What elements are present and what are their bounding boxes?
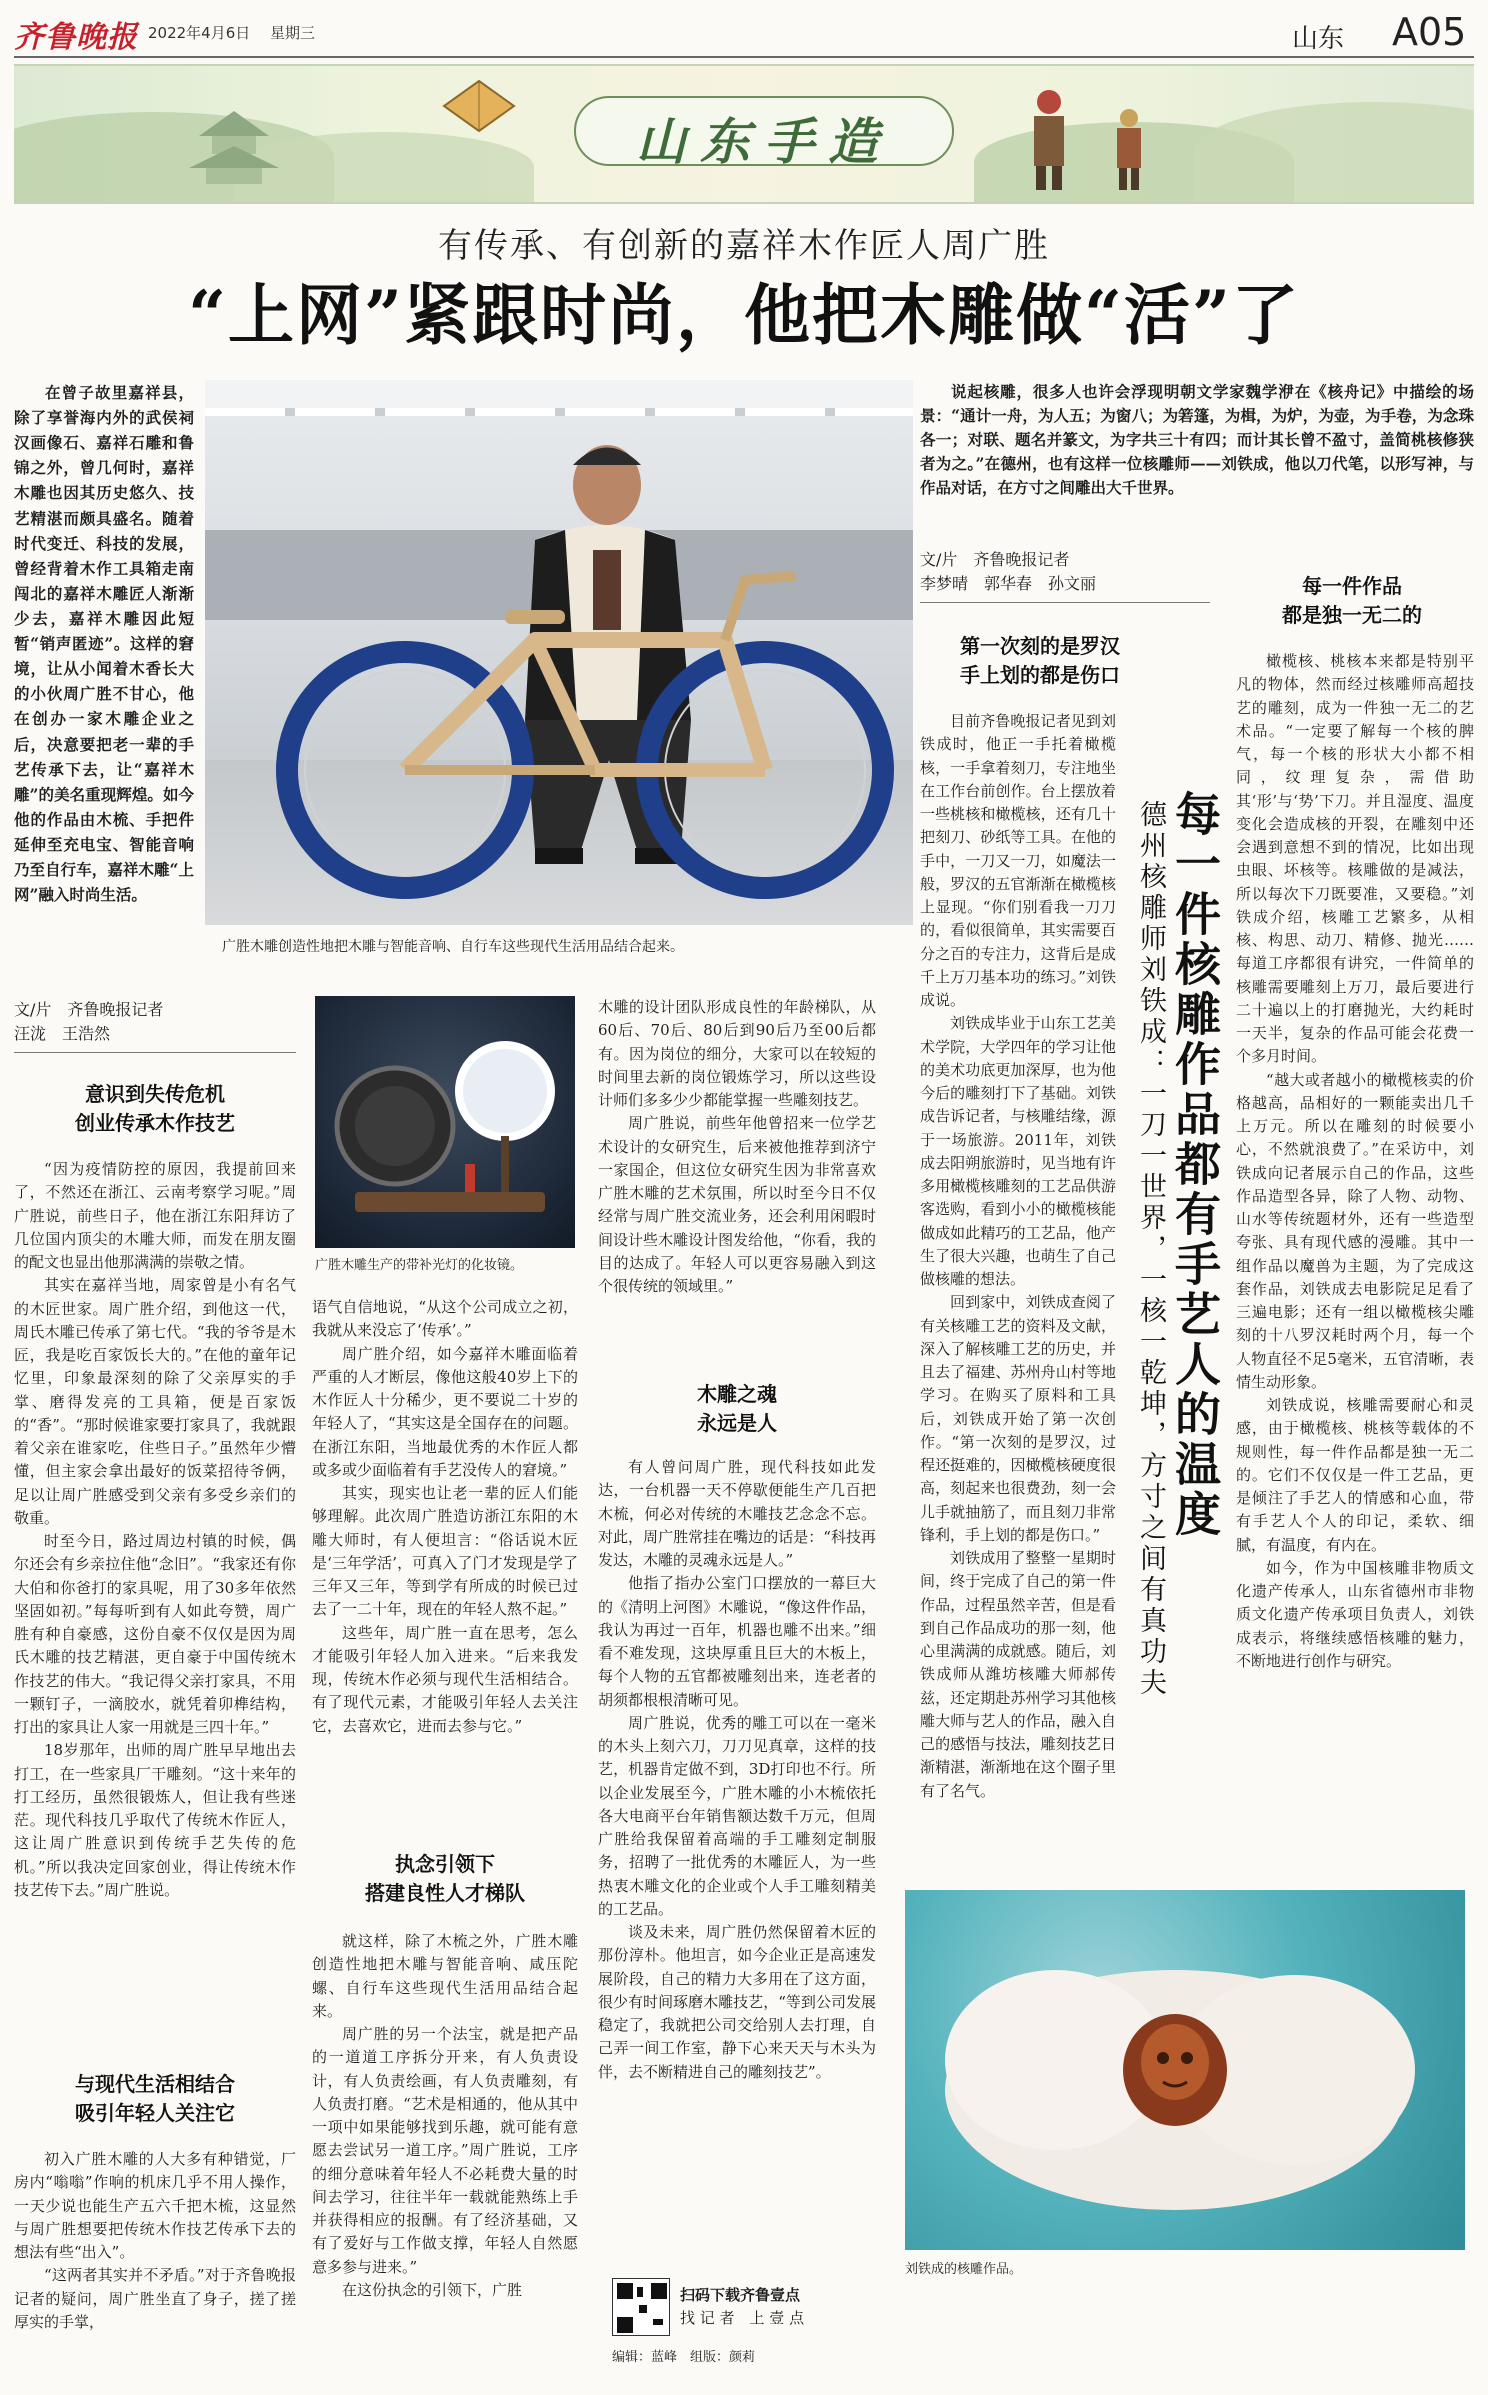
column-2-text: [312, 1296, 578, 1738]
article-headline: “上网”紧跟时尚，他把木雕做“活”了: [188, 276, 1300, 354]
section-heading-6: [1230, 572, 1474, 630]
section-region: 山东: [1292, 24, 1345, 54]
paragraph: 初入广胜木雕的人大多有种错觉，厂房内“嗡嗡”作响的机床几乎不用人操作，一天少说也能生产五六千把木梳，这显然与周广胜想要把传统木作技艺传承下去的想法有些“出入”。: [14, 2150, 296, 2261]
section-heading-3-line1: 执念引领下: [395, 1852, 495, 1876]
vertical-headline: 每一件核雕作品都有手艺人的温度: [1168, 790, 1222, 1540]
paragraph: “越大或者越小的橄榄核卖的价格越高，品相好的一颗能卖出几千上万元。所以在雕刻的时候要小心，不然就浪费了。”在采访中，刘铁成向记者展示自己的作品，这些作品造型各异，除了人物、动物、山水等传统题材外，还有一些造型夸张、具有现代感的漫雕。其中一组作品以魔兽为主题，为了完成这套作品，刘铁成去电影院足足看了三遍电影；还有一组以橄榄核尖雕刻的十八罗汉耗时两个月，每一个人物直径不足5毫米，五官清晰，表情生动形象。: [1236, 1070, 1474, 1391]
masthead-rule: [14, 56, 1474, 58]
column-1-text: [14, 1158, 296, 1902]
qr-caption: [680, 2284, 880, 2329]
section-banner: [14, 64, 1474, 204]
paragraph: 回到家中，刘铁成查阅了有关核雕工艺的资料及文献，深入了解核雕工艺的历史，并且去了福建、苏州舟山村等地学习。在购买了原料和工具后，刘铁成开始了第一次创作。“第一次刻的是罗汉，过程还挺难的，因橄榄核硬度很高，刻起来也很费劲，刻一会儿手就抽筋了，而且刻刀非常锋利，手上划的都是伤口。”: [920, 1293, 1116, 1544]
photo-makeup-mirror: [315, 996, 575, 1248]
paragraph: 周广胜的另一个法宝，就是把产品的一道道工序拆分开来，有人负责设计，有人负责绘画，有人负责雕刻，有人负责打磨。“艺术是相通的，他从其中一项中如果能够找到乐趣，就可能有意愿去尝试另一道工序。”周广胜说，工序的细分意味着年轻人不必耗费大量的时间去学习，往往半年一载就能熟练上手并获得相应的报酬。有了经济基础，又有了爱好与工作做支撑，年轻人自然愿意多参与进来。”: [312, 2025, 578, 2276]
section-heading-2: [14, 2070, 296, 2128]
newspaper-logo: 齐鲁晚报: [14, 20, 138, 55]
article-subtitle: 有传承、有创新的嘉祥木作匠人周广胜: [438, 226, 1050, 266]
paragraph: 如今，作为中国核雕非物质文化遗产传承人，山东省德州市非物质文化遗产传承项目负责人，刘铁成表示，将继续感悟核雕的魅力，不断地进行创作与研究。: [1236, 1558, 1474, 1670]
column-2b-text: [312, 1930, 578, 2302]
byline-right-rule: [920, 602, 1210, 603]
qr-code-icon[interactable]: [612, 2278, 670, 2336]
paragraph: 这些年，周广胜一直在思考，怎么才能吸引年轻人加入进来。“后来我发现，传统木作必须与现代生活相结合。有了现代元素，才能吸引年轻人去关注它，去喜欢它，进而去参与它。”: [312, 1623, 578, 1735]
paragraph: 18岁那年，出师的周广胜早早地出去打工，在一些家具厂干雕刻。“这十来年的打工经历，虽然很锻炼人，但让我有些迷茫。现代科技几乎取代了传统木作匠人，这让周广胜意识到传统手艺失传的危机。”所以我决定回家创业，得让传统木作技艺传下去。”周广胜说。: [14, 1741, 296, 1899]
byline-right-line2: 李梦晴 郭华春 孙文丽: [920, 574, 1097, 593]
section-heading-6-line2: 都是独一无二的: [1282, 603, 1422, 627]
section-heading-4: [598, 1380, 876, 1438]
paragraph: 周广胜说，前些年他曾招来一位学艺术设计的女研究生，后来被他推荐到济宁一家国企，但这位女研究生因为非常喜欢广胜木雕的艺术氛围，所以时至今日不仅经常与周广胜交流业务，还会利用闲暇时间设计些木雕设计图发给他，“你看，我的目的达成了。年轻人可以更容易融入到这个很传统的领域里。”: [598, 1114, 876, 1295]
paragraph: 木雕的设计团队形成良性的年龄梯队，从60后、70后、80后到90后乃至00后都有。因为岗位的细分，大家可以在较短的时间里去新的岗位锻炼学习，所以这些设计师们多多少少都能掌握一些雕刻技艺。: [598, 998, 876, 1109]
paragraph: 在这份执念的引领下，广胜: [342, 2280, 523, 2299]
byline-left: [14, 998, 294, 1046]
section-heading-2-line1: 与现代生活相结合: [75, 2072, 235, 2096]
paragraph: 其实在嘉祥当地，周家曾是小有名气的木匠世家。周广胜介绍，到他这一代，周氏木雕已传承了第七代。“我的爷爷是木匠，我是吃百家饭长大的。”在他的童年记忆里，印象最深刻的除了父亲厚实的手掌、磨得发亮的工具箱，便是百家饭的“香”。“那时候谁家要打家具了，我就跟着父亲在谁家吃，住些日子。”虽然年少懵懂，但主家会拿出最好的饭菜招待爷俩，足以让周广胜感受到父亲有多受乡亲们的敬重。: [14, 1276, 296, 1527]
column-5-text: [920, 710, 1116, 1803]
right-article-intro: [920, 380, 1474, 500]
page-number: A05: [1392, 10, 1467, 54]
mirror-lamp-illustration: [315, 996, 575, 1248]
issue-date: 2022年4月6日: [148, 24, 251, 42]
byline-right: [920, 548, 1200, 596]
byline-right-line1: 文/片 齐鲁晚报记者: [920, 550, 1070, 569]
banner-title-frame: [574, 96, 954, 171]
section-heading-4-line1: 木雕之魂: [697, 1382, 777, 1406]
paragraph: 橄榄核、桃核本来都是特别平凡的物体，然而经过核雕师高超技艺的雕刻，成为一件独一无二的艺术品。“一定要了解每一个核的脾气，每一个核的形状大小都不相同，纹理复杂，需借助其‘形’与‘势’下刀。并且湿度、温度变化会造成核的开裂，在雕刻中还会遇到意想不到的情况，比如出现虫眼、坏核等。核雕做的是减法，所以每次下刀既要准，又要稳。”刘铁成介绍，核雕工艺繁多，从相核、构思、动刀、精修、抛光……每道工序都很有讲究，一件简单的核雕需要雕刻上万刀，最后要进行二十遍以上的打磨抛光，大约耗时一天半，复杂的作品可能会花费一个多月时间。: [1236, 652, 1474, 1066]
pagoda-icon: [174, 106, 294, 186]
section-heading-1-line2: 创业传承木作技艺: [75, 1111, 235, 1135]
vertical-subtitle: 德州核雕师刘铁成：一刀一世界，一核一乾坤，方寸之间有真功夫: [1135, 800, 1166, 1699]
section-heading-3: [312, 1850, 578, 1908]
banner-hill-decoration: [1194, 102, 1474, 202]
section-heading-2-line2: 吸引年轻人关注它: [75, 2101, 235, 2125]
puppet-figure-icon: [1104, 106, 1154, 196]
paragraph: 他指了指办公室门口摆放的一幕巨大的《清明上河图》木雕说，“像这件作品，我认为再过一百年，机器也雕不出来。”细看不难发现，这块厚重且巨大的木板上，每个人物的五官都被雕刻出来，连老者的胡须都根根清晰可见。: [598, 1574, 876, 1709]
paragraph: 刘铁成说，核雕需要耐心和灵感，由于橄榄核、桃核等载体的不规则性，每一件作品都是独一无二的。它们不仅仅是一件工艺品，更是倾注了手艺人的情感和心血，带有手艺人个人的印记，柔软、细腻，有温度，有内在。: [1236, 1396, 1474, 1554]
column-6-text: [1236, 650, 1474, 1673]
man-and-bicycle-illustration: [205, 380, 913, 925]
banner-title: 山东手造: [636, 112, 892, 171]
photo-walnut-carving: [905, 1890, 1465, 2250]
kite-icon: [434, 76, 524, 136]
column-3-text: [598, 996, 876, 1298]
byline-rule: [14, 1052, 296, 1053]
section-heading-5-line2: 手上划的都是伤口: [960, 663, 1120, 687]
section-heading-4-line2: 永远是人: [697, 1411, 777, 1435]
issue-weekday: 星期三: [270, 24, 316, 42]
photo-main-caption: 广胜木雕创造性地把木雕与智能音响、自行车这些现代生活用品结合起来。: [222, 939, 684, 955]
editor-credits: 编辑：蓝峰 组版：颜莉: [612, 2350, 756, 2365]
qr-caption-line2: 找 记 者 上 壹 点: [680, 2308, 805, 2327]
byline-left-line1: 文/片 齐鲁晚报记者: [14, 1000, 164, 1019]
paragraph: 语气自信地说，“从这个公司成立之初，我就从来没忘了‘传承’。”: [312, 1298, 578, 1340]
article-intro: [14, 380, 194, 907]
paragraph: 目前齐鲁晚报记者见到刘铁成时，他正一手托着橄榄核，一手拿着刻刀，专注地坐在工作台前创作。台上摆放着一些桃核和橄榄核，还有几十把刻刀、砂纸等工具。在他的手中，一刀又一刀，如魔法一般，罗汉的五官渐渐在橄榄核上显现。“你们别看我一刀刀的，看似很简单，其实需要百分之百的专注力，这背后是成千上万刀基本功的练习。”刘铁成说。: [920, 712, 1116, 1009]
column-1b-text: [14, 2148, 296, 2334]
paragraph: 周广胜说，优秀的雕工可以在一毫米的木头上刻六刀，刀刀见真章，这样的技艺，机器肯定做不到，3D打印也不行。所以企业发展至今，广胜木雕的小木梳依托各大电商平台年销售额达数千万元，但周广胜给我保留着高端的手工雕刻定制服务，招聘了一批优秀的木雕匠人，为一些热衷木雕文化的企业或个人手工雕刻精美的工艺品。: [598, 1713, 876, 1918]
carved-olive-pit-illustration: [905, 1890, 1465, 2250]
qr-caption-line1: 扫码下载齐鲁壹点: [680, 2286, 801, 2304]
section-heading-1: [14, 1080, 296, 1138]
section-heading-3-line2: 搭建良性人才梯队: [365, 1881, 525, 1905]
paragraph: 谈及未来，周广胜仍然保留着木匠的那份淳朴。他坦言，如今企业正是高速发展阶段，自己的精力大多用在了这方面，很少有时间琢磨木雕技艺，“等到公司发展稳定了，我就把公司交给别人去打理，自己弄一间工作室，静下心来天天与木头为伴，去不断精进自己的雕刻技艺”。: [598, 1923, 876, 2081]
paragraph: 时至今日，路过周边村镇的时候，偶尔还会有乡亲拉住他“念旧”。“我家还有你大伯和你爸打的家具呢，用了30多年依然坚固如初。”每每听到有人如此夸赞，周广胜有种自豪感，这份自豪不仅仅是因为周氏木雕的技艺精湛，更自豪于中国传统木作技艺的伟大。“我记得父亲打家具，不用一颗钉子，一滴胶水，就凭着卯榫结构，打出的家具让人家一用就是三四十年。”: [14, 1532, 296, 1736]
paragraph: “这两者其实并不矛盾。”对于齐鲁晚报记者的疑问，周广胜坐直了身子，搓了搓厚实的手掌，: [14, 2266, 296, 2331]
paragraph: 有人曾问周广胜，现代科技如此发达，一台机器一天不停歇便能生产几百把木梳，何必对传统的木雕技艺念念不忘。对此，周广胜常挂在嘴边的话是：“科技再发达，木雕的灵魂永远是人。”: [598, 1458, 876, 1569]
section-heading-5-line1: 第一次刻的是罗汉: [960, 634, 1120, 658]
byline-left-line2: 汪泷 王浩然: [14, 1024, 111, 1043]
paragraph: 其实，现实也让老一辈的匠人们能够理解。此次周广胜造访浙江东阳的木雕大师时，有人便坦言：“俗话说木匠是‘三年学活’，可真入了门才发现是学了三年又三年，等到学有所成的时候已过去了一二十年，现在的年轻人熬不起。”: [312, 1484, 578, 1619]
paragraph: 就这样，除了木梳之外，广胜木雕创造性地把木雕与智能音响、咸压陀螺、自行车这些现代生活用品结合起来。: [312, 1932, 578, 2020]
paragraph: 周广胜介绍，如今嘉祥木雕面临着严重的人才断层，像他这般40岁上下的木作匠人十分稀少，更不要说二十岁的年轻人了，“其实这是全国存在的问题。在浙江东阳，当地最优秀的木作匠人都或多或少面临着有手艺没传人的窘境。”: [312, 1344, 578, 1479]
article-intro-text: 在曾子故里嘉祥县，除了享誉海内外的武侯祠汉画像石、嘉祥石雕和鲁锦之外，曾几何时，嘉祥木雕也因其历史悠久、技艺精湛而颇具盛名。随着时代变迁、科技的发展，曾经背着木作工具箱走南闯北的嘉祥木雕匠人渐渐少去，嘉祥木雕因此短暂“销声匿迹”。这样的窘境，让从小闻着木香长大的小伙周广胜不甘心，他在创办一家木雕企业之后，决意要把老一辈的手艺传承下去，让“嘉祥木雕”的美名重现辉煌。如今他的作品由木梳、手把件延伸至充电宝、智能音响乃至自行车，嘉祥木雕“上网”融入时尚生活。: [14, 383, 194, 905]
paragraph: 刘铁成用了整整一星期时间，终于完成了自己的第一件作品，过程虽然辛苦，但是看到自己作品成功的那一刻，他心里满满的成就感。随后，刘铁成师从潍坊核雕大师郝传兹，还定期赴苏州学习其他核雕大师与艺人的作品，融入自己的感悟与技法，雕刻技艺日渐精湛，渐渐地在这个圈子里有了名气。: [920, 1549, 1116, 1800]
section-heading-1-line1: 意识到失传危机: [85, 1082, 225, 1106]
column-3b-text: [598, 1456, 876, 2084]
paragraph: “因为疫情防控的原因，我提前回来了，不然还在浙江、云南考察学习呢。”周广胜说，前些日子，他在浙江东阳拜访了几位国内顶尖的木雕大师，而发在朋友圈的配文也显出他那满满的崇敬之情。: [14, 1160, 296, 1271]
right-article-intro-text: 说起核雕，很多人也许会浮现明朝文学家魏学洢在《核舟记》中描绘的场景：“通计一舟，为人五；为窗八；为箬篷，为楫，为炉，为壶，为手卷，为念珠各一；对联、题名并篆文，为字共三十有四；而计其长曾不盈寸，盖简桃核修狭者为之。”在德州，也有这样一位核雕师——刘铁成，他以刀代笔，以形写神，与作品对话，在方寸之间雕出大千世界。: [920, 382, 1474, 498]
photo-lamp-caption: 广胜木雕生产的带补光灯的化妆镜。: [315, 1258, 524, 1273]
photo-wooden-bicycle: [205, 380, 913, 925]
paragraph: 刘铁成毕业于山东工艺美术学院，大学四年的学习让他的美术功底更加深厚，也为他今后的雕刻打下了基础。刘铁成告诉记者，与核雕结缘，源于一场旅游。2011年，刘铁成去阳朔旅游时，见当地有许多用橄榄核雕刻的工艺品供游客选购，看到小小的橄榄核能做成如此精巧的工艺品，他产生了很大兴趣，也萌生了自己做核雕的想法。: [920, 1014, 1116, 1288]
photo-walnut-caption: 刘铁成的核雕作品。: [905, 2262, 1023, 2277]
section-heading-5: [920, 632, 1160, 690]
puppet-figure-icon: [1014, 84, 1084, 194]
section-heading-6-line1: 每一件作品: [1302, 574, 1402, 598]
